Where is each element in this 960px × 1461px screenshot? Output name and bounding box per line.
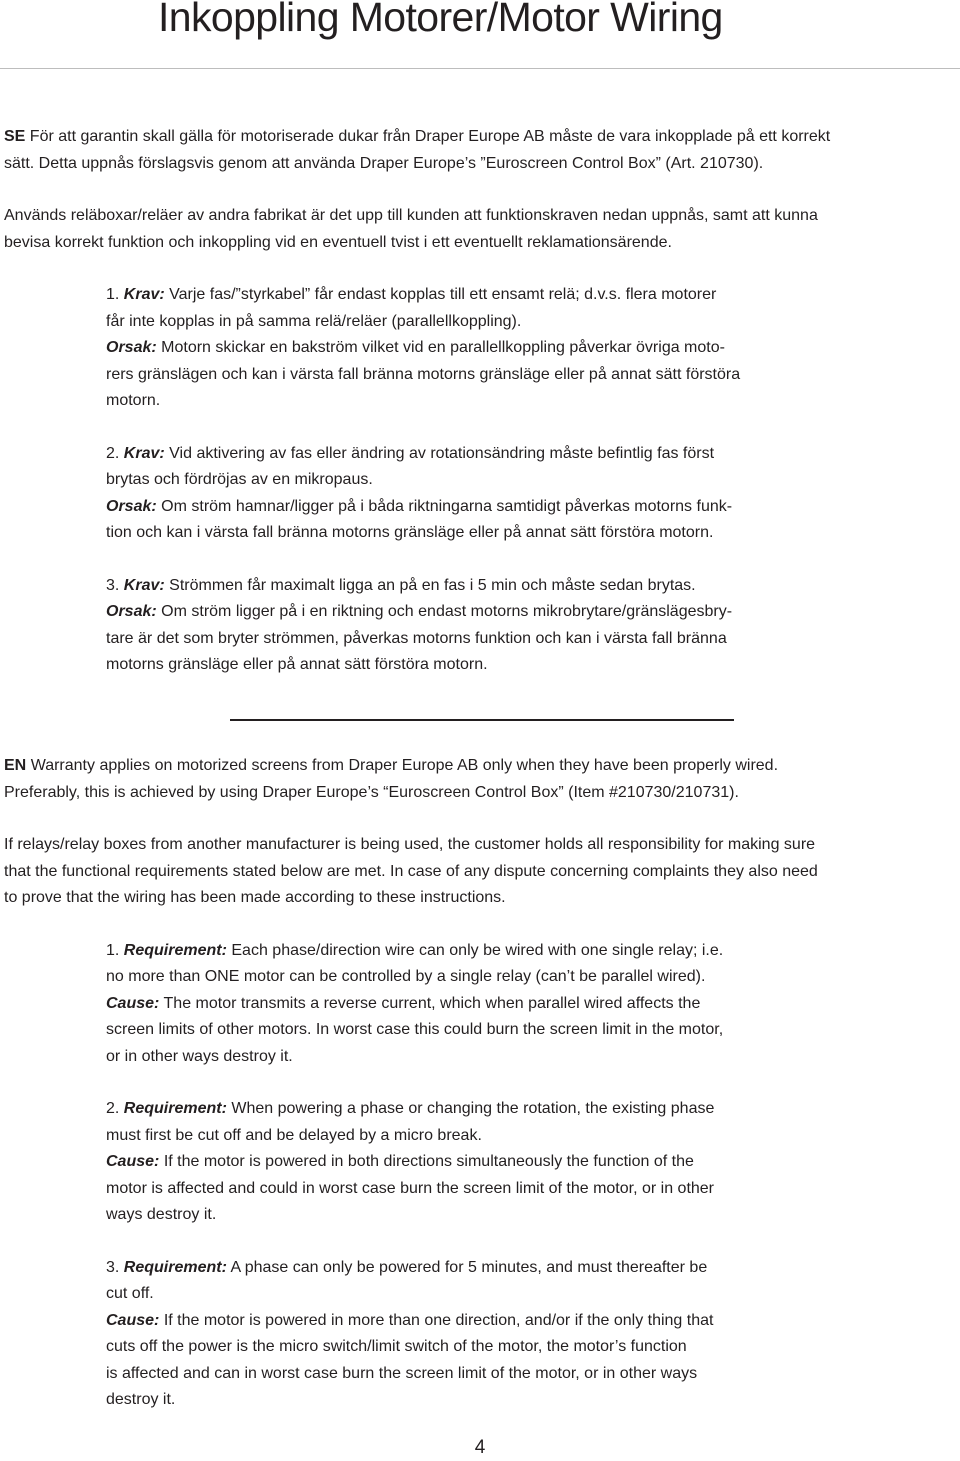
- requirement-label: Requirement:: [123, 1100, 227, 1117]
- en-conditions-line: that the functional requirements stated below are met. In case of any dispute concerning complaints they also need: [4, 862, 818, 880]
- cause-label: Cause:: [106, 1153, 160, 1170]
- requirement-label: Requirement:: [123, 1258, 227, 1276]
- se-conditions-line: bevisa korrekt funktion och inkoppling vid en eventuell tvist i ett eventuellt reklamationsärende.: [4, 233, 672, 251]
- se-intro: [4, 124, 960, 177]
- section-se: [4, 124, 960, 679]
- cause-label: Cause:: [106, 994, 160, 1012]
- cause-text: Om ström ligger på i en riktning och endast motorns mikrobrytare/gränslägesbry-: [161, 603, 733, 620]
- se-conditions-line: Används reläboxar/reläer av andra fabrikat är det upp till kunden att funktionskraven nedan uppnås, samt att kunna: [4, 207, 818, 224]
- title-divider: [0, 68, 960, 69]
- requirement-label: Krav:: [123, 576, 165, 594]
- requirement-text: When powering a phase or changing the rotation, the existing phase: [231, 1100, 715, 1117]
- se-requirement-item-2: [106, 441, 842, 547]
- cause-text: rers gränslägen och kan i värsta fall bränna motorns gränsläge eller på annat sätt förstöra: [106, 365, 741, 383]
- en-intro: [4, 753, 960, 806]
- cause-text: motor is affected and could in worst case burn the screen limit of the motor, or in other: [106, 1179, 715, 1197]
- cause-text: cuts off the power is the micro switch/limit switch of the motor, the motor’s function: [106, 1338, 687, 1355]
- cause-text: tion och kan i värsta fall bränna motorns gränsläge eller på annat sätt förstöra motorn.: [106, 524, 714, 541]
- item-number: 1.: [106, 941, 120, 959]
- item-number: 2.: [106, 1100, 120, 1117]
- requirement-label: Requirement:: [123, 941, 227, 959]
- item-number: 3.: [106, 576, 120, 594]
- page-title: Inkoppling Motorer/Motor Wiring: [158, 0, 723, 40]
- cause-text: motorns gränsläge eller på annat sätt förstöra motorn.: [106, 656, 488, 673]
- en-requirement-item-1: [106, 938, 842, 1071]
- cause-text: The motor transmits a reverse current, which when parallel wired affects the: [163, 994, 701, 1012]
- item-number: 3.: [106, 1258, 120, 1276]
- cause-text: or in other ways destroy it.: [106, 1047, 293, 1065]
- se-conditions: [4, 203, 960, 256]
- se-requirement-item-3: [106, 573, 842, 679]
- requirement-text: Vid aktivering av fas eller ändring av rotationsändring måste befintlig fas först: [169, 444, 715, 462]
- se-requirement-item-1: [106, 282, 842, 415]
- page-number: 4: [474, 1437, 486, 1458]
- requirement-text: Strömmen får maximalt ligga an på en fas i 5 min och måste sedan brytas.: [169, 576, 696, 594]
- cause-text: ways destroy it.: [106, 1206, 217, 1223]
- cause-text: If the motor is powered in more than one direction, and/or if the only thing that: [163, 1311, 714, 1329]
- lang-code-se: SE: [4, 128, 26, 145]
- cause-label: Orsak:: [106, 497, 157, 515]
- cause-text: motorn.: [106, 392, 161, 409]
- cause-text: If the motor is powered in both directions simultaneously the function of the: [163, 1153, 694, 1170]
- en-intro-line: Warranty applies on motorized screens from Draper Europe AB only when they have been properly wired.: [30, 757, 779, 774]
- item-number: 2.: [106, 444, 120, 462]
- item-number: 1.: [106, 286, 120, 303]
- se-intro-line: För att garantin skall gälla för motoriserade dukar från Draper Europe AB måste de vara inkopplade på ett korrekt: [29, 128, 831, 145]
- requirement-text: får inte kopplas in på samma relä/reläer (parallellkoppling).: [106, 312, 522, 330]
- cause-text: tare är det som bryter strömmen, påverkas motorns funktion och kan i värsta fall bränna: [106, 629, 727, 647]
- cause-text: destroy it.: [106, 1391, 176, 1408]
- lang-code-en: EN: [4, 757, 27, 774]
- en-conditions-line: to prove that the wiring has been made according to these instructions.: [4, 889, 506, 906]
- section-en: [4, 753, 960, 1414]
- requirement-text: cut off.: [106, 1285, 154, 1302]
- cause-text: Om ström hamnar/ligger på i båda riktningarna samtidigt påverkas motorns funk-: [161, 497, 733, 515]
- en-intro-line: Preferably, this is achieved by using Draper Europe’s “Euroscreen Control Box” (Item #210730/210731).: [4, 783, 739, 801]
- requirement-text: A phase can only be powered for 5 minutes, and must thereafter be: [230, 1258, 708, 1276]
- language-divider: [230, 719, 734, 721]
- requirement-text: must first be cut off and be delayed by a micro break.: [106, 1126, 482, 1144]
- se-intro-line: sätt. Detta uppnås förslagsvis genom att använda Draper Europe’s ”Euroscreen Control Box” (Art. 210730).: [4, 154, 764, 172]
- en-conditions: [4, 832, 960, 912]
- en-requirement-item-2: [106, 1096, 842, 1229]
- cause-text: screen limits of other motors. In worst case this could burn the screen limit in the motor,: [106, 1021, 724, 1038]
- cause-text: is affected and can in worst case burn the screen limit of the motor, or in other ways: [106, 1364, 698, 1382]
- en-requirement-item-3: [106, 1255, 842, 1414]
- requirement-text: Varje fas/”styrkabel” får endast kopplas till ett ensamt relä; d.v.s. flera motorer: [169, 286, 717, 303]
- cause-label: Cause:: [106, 1311, 160, 1329]
- cause-text: Motorn skickar en bakström vilket vid en parallellkoppling påverkar övriga moto-: [161, 339, 725, 356]
- requirement-label: Krav:: [123, 286, 165, 303]
- requirement-text: Each phase/direction wire can only be wired with one single relay; i.e.: [231, 941, 724, 959]
- requirement-text: no more than ONE motor can be controlled by a single relay (can’t be parallel wired).: [106, 968, 706, 985]
- cause-label: Orsak:: [106, 339, 157, 356]
- cause-label: Orsak:: [106, 603, 157, 620]
- requirement-label: Krav:: [123, 444, 165, 462]
- en-conditions-line: If relays/relay boxes from another manufacturer is being used, the customer holds all responsibility for making sure: [4, 836, 816, 853]
- requirement-text: brytas och fördröjas av en mikropaus.: [106, 471, 373, 488]
